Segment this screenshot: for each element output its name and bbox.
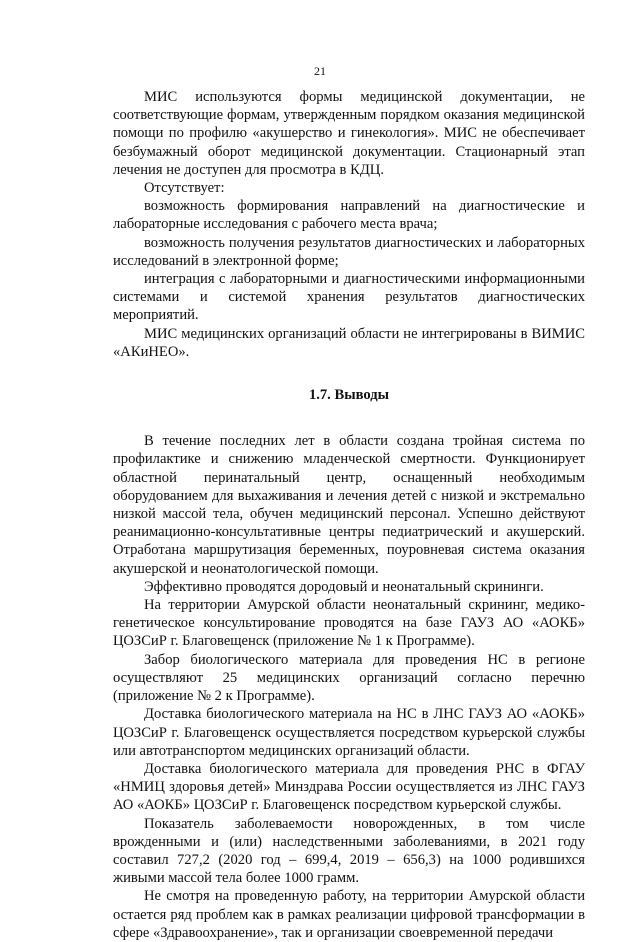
paragraph-absent-results: возможность получения результатов диагностических и лабораторных исследований в электронной форме; [113,234,585,269]
page-number: 21 [314,64,326,78]
body-text [113,88,585,942]
paragraph-triple-system: В течение последних лет в области создана тройная система по профилактике и снижению младенческой смертности. Функционирует областной перинатальный центр, оснащенный необходимым оборудованием для выхаживания и лечения детей с низкой и экстремально низкой массой тела, обучен медицинский персонал. Успешно действуют реанимационно-консультативные центры педиатрический и акушерский. Отработана маршрутизация беременных, поуровневая система оказания акушерской и неонатологической помощи. [113,433,585,577]
paragraph-delivery-rns: Доставка биологического материала для проведения РНС в ФГАУ «НМИЦ здоровья детей» Минздрава России осуществляется из ЛНС ГАУЗ АО «АОКБ» ЦОЗСиР г. Благовещенск посредством курьерской службы. [113,760,585,814]
section-heading: 1.7. Выводы [308,387,390,404]
paragraph-absent-referrals: возможность формирования направлений на диагностические и лабораторные исследования с рабочего места врача; [113,198,585,233]
paragraph-absent-label: Отсутствует: [144,180,225,197]
paragraph-delivery-ns: Доставка биологического материала на НС в ЛНС ГАУЗ АО «АОКБ» ЦОЗСиР г. Благовещенск осуществляется посредством курьерской службы или автотранспортом медицинских организаций области. [113,706,585,759]
paragraph-mis-forms: МИС используются формы медицинской документации, не соответствующие формам, утвержденным порядком оказания медицинской помощи по профилю «акушерство и гинекология». МИС не обеспечивает безбумажный оборот медицинской документации. Стационарный этап лечения не доступен для просмотра в КДЦ. [113,89,585,178]
paragraph-screenings: Эффективно проводятся дородовый и неонатальный скрининги. [144,578,544,595]
paragraph-neonatal-screening: На территории Амурской области неонатальный скрининг, медико-генетическое консультирование проводятся на базе ГАУЗ АО «АОКБ» ЦОЗСиР г. Благовещенск (приложение № 1 к Программе). [113,597,585,650]
paragraph-vimis: МИС медицинских организаций области не интегрированы в ВИМИС «АКиНЕО». [113,325,585,360]
paragraph-absent-integration: интеграция с лабораторными и диагностическими информационными системами и системой хранения результатов диагностических мероприятий. [113,271,585,324]
paragraph-sample-collection: Забор биологического материала для проведения НС в регионе осуществляют 25 медицинских организаций согласно перечню (приложение № 2 к Программе). [113,651,585,705]
paragraph-morbidity: Показатель заболеваемости новорожденных, в том числе врожденными и (или) наследственными заболеваниями, в 2021 году составил 727,2 (2020 год – 699,4, 2019 – 656,3) на 1000 родившихся живыми массой тела более 1000 грамм. [113,815,585,887]
paragraph-problems: Не смотря на проведенную работу, на территории Амурской области остается ряд проблем как в рамках реализации цифровой трансформации в сфере «Здравоохранение», так и организации своевременной передачи [113,888,585,941]
